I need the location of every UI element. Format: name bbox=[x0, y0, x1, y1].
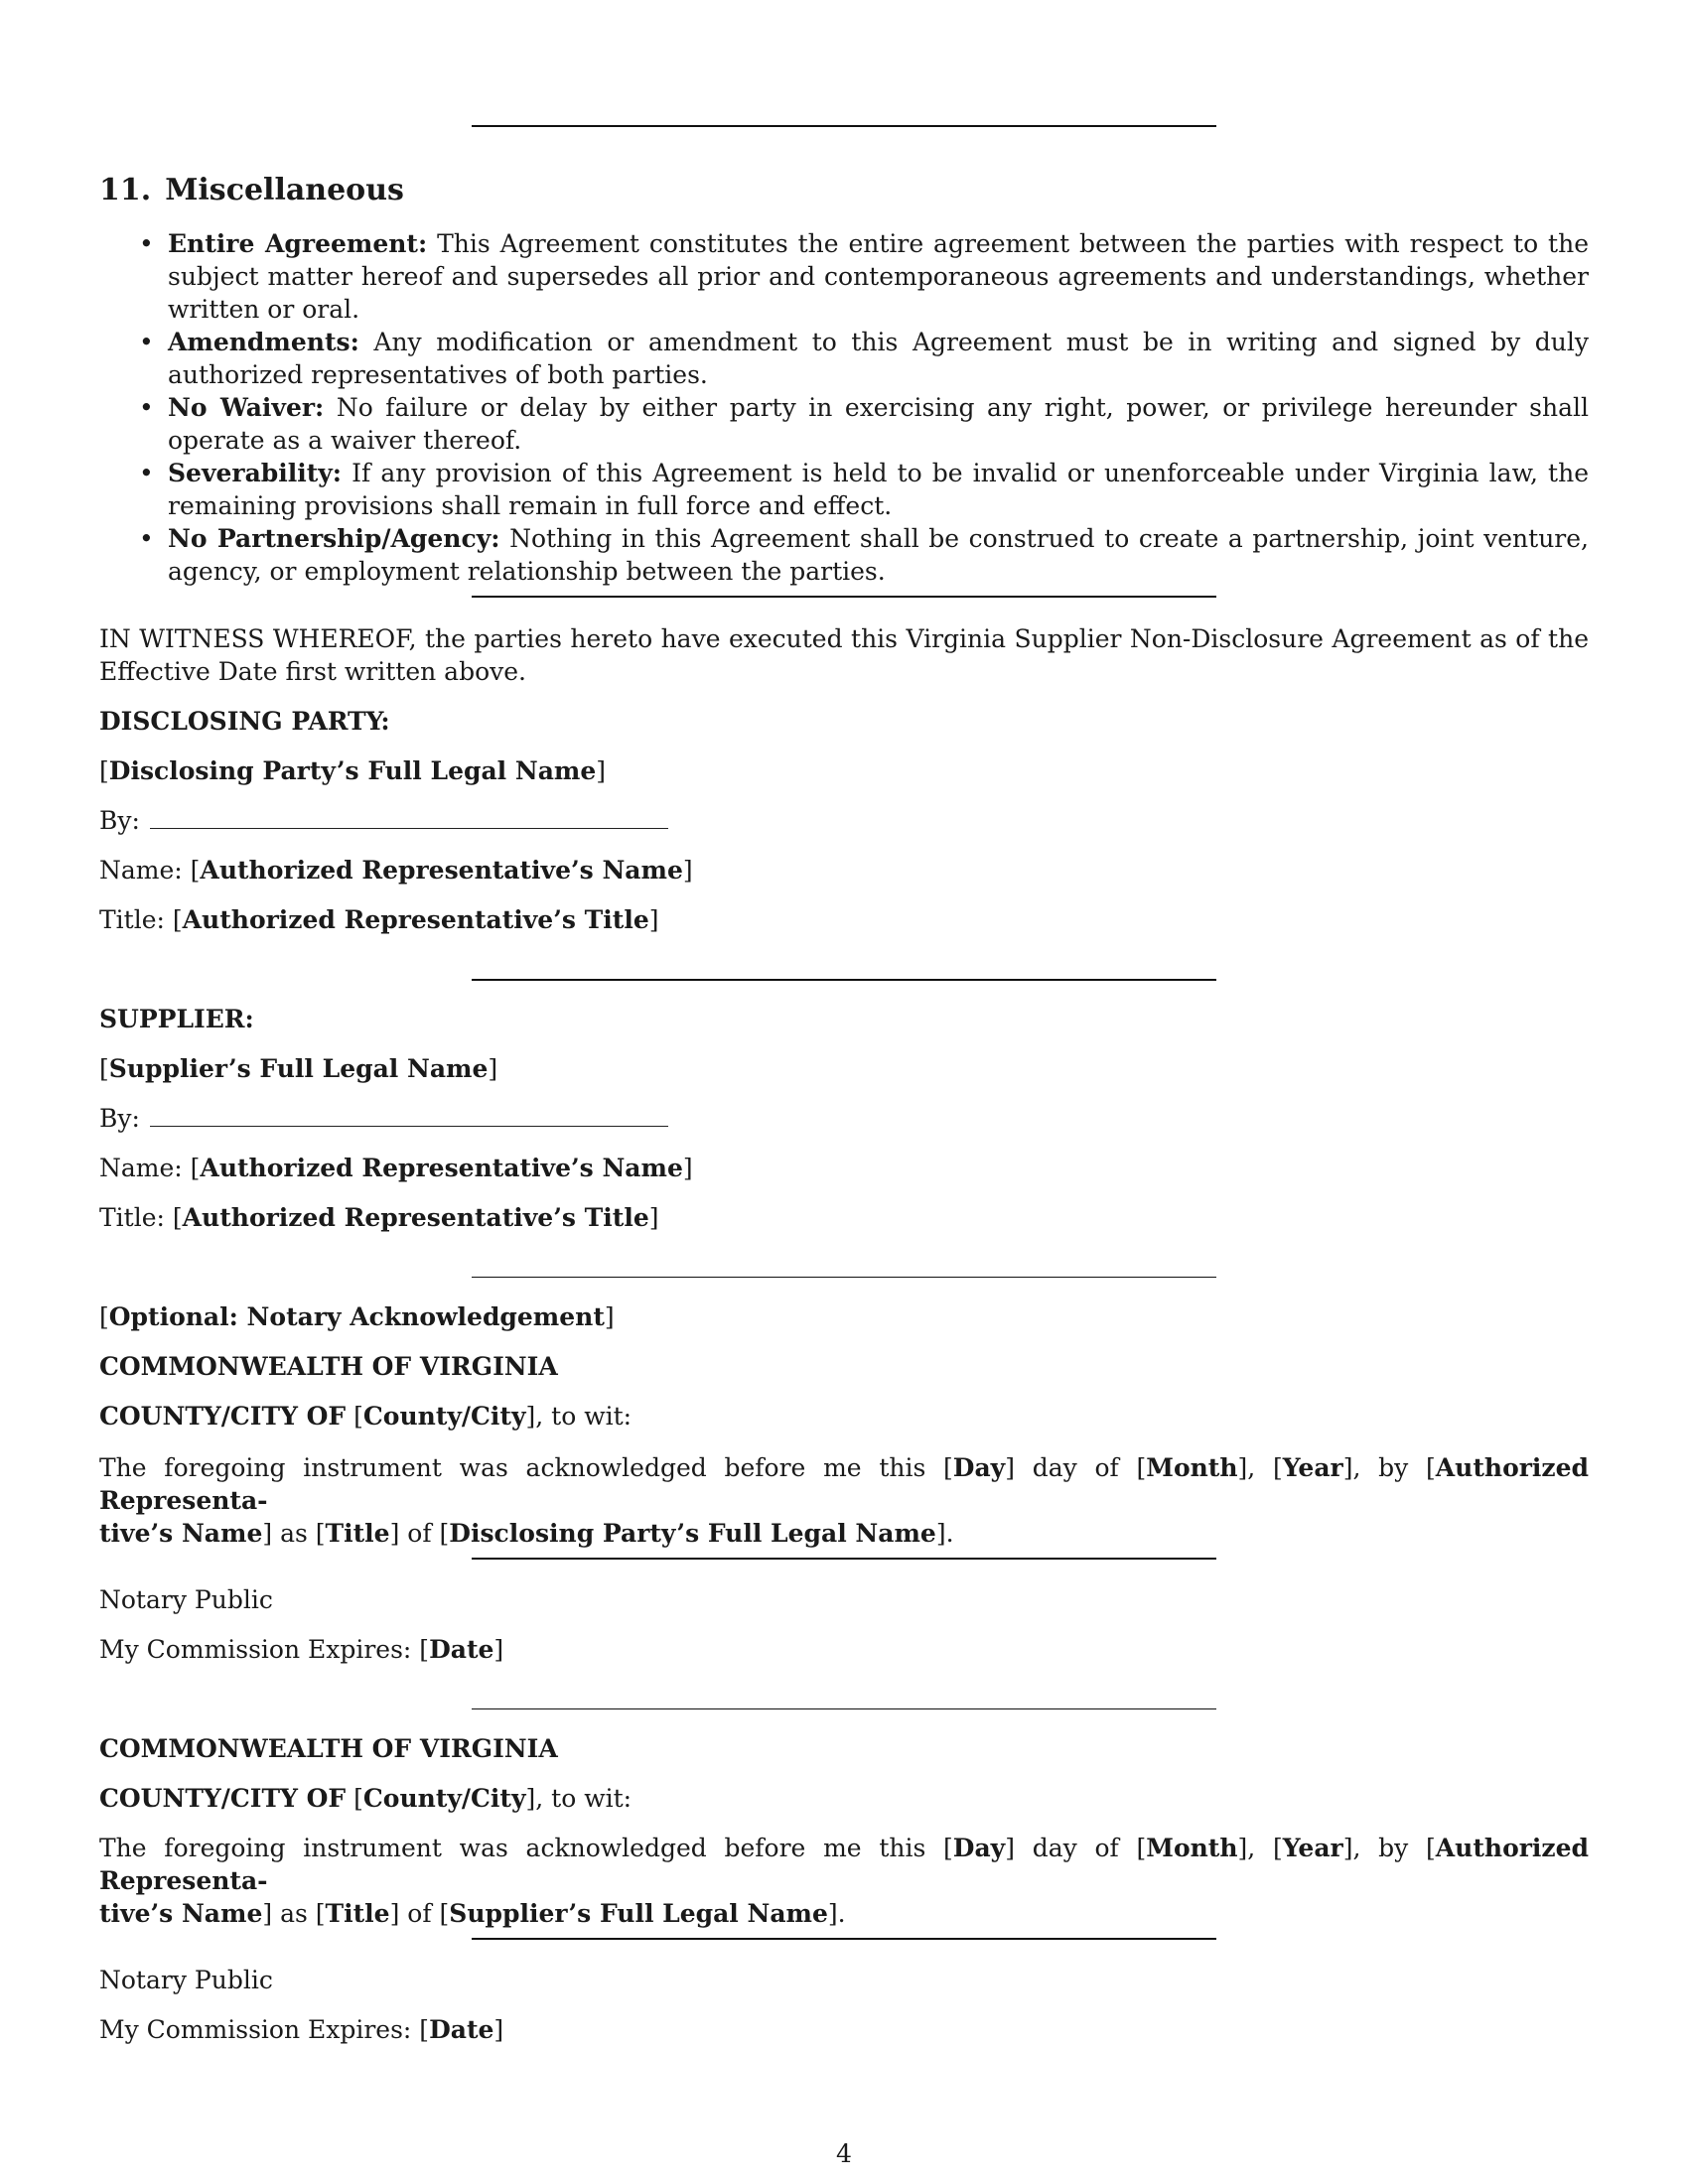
divider bbox=[472, 1277, 1216, 1278]
disclosing-party-name: [Disclosing Party’s Full Legal Name] bbox=[99, 756, 607, 785]
county-line: COUNTY/CITY OF [County/City], to wit: bbox=[99, 1784, 633, 1813]
item-text: No failure or delay by either party in exercising any right, power, or privilege hereunder shall operate as a waiver thereof. bbox=[168, 393, 1589, 455]
acknowledgement-paragraph: The foregoing instrument was acknowledged before me this [Day] day of [Month], [Year], by [Authorized Representa- tive’s Name] as [Title] of [Disclosing Party’s Full Legal Name]. bbox=[99, 1453, 1590, 1548]
list-item-severability bbox=[99, 457, 1589, 522]
misc-list bbox=[99, 227, 1589, 588]
bullet-icon: • bbox=[139, 229, 154, 258]
list-item-no-partnership bbox=[99, 522, 1589, 588]
section-number: 11. bbox=[99, 173, 152, 207]
item-term: Amendments: bbox=[168, 328, 359, 356]
supplier-rep-title: Title: [Authorized Representative’s Title] bbox=[99, 1203, 659, 1232]
signature-field[interactable] bbox=[150, 808, 668, 829]
notary-public-label: Notary Public bbox=[99, 1966, 273, 1994]
list-item-no-waiver bbox=[99, 391, 1589, 457]
commonwealth-heading: COMMONWEALTH OF VIRGINIA bbox=[99, 1734, 558, 1763]
list-item-amendments bbox=[99, 326, 1589, 391]
item-text: Any modification or amendment to this Agreement must be in writing and signed by duly authorized representatives of both parties. bbox=[168, 328, 1590, 389]
item-text: Nothing in this Agreement shall be construed to create a partnership, joint venture, agency, or employment relationship between the parties. bbox=[168, 524, 1589, 586]
bullet-icon: • bbox=[139, 459, 154, 487]
disclosing-rep-name: Name: [Authorized Representative’s Name] bbox=[99, 856, 693, 885]
divider bbox=[472, 979, 1216, 981]
commission-expires: My Commission Expires: [Date] bbox=[99, 2015, 504, 2044]
divider-top bbox=[472, 125, 1216, 127]
supplier-rep-name: Name: [Authorized Representative’s Name] bbox=[99, 1154, 693, 1182]
witness-paragraph: IN WITNESS WHEREOF, the parties hereto have executed this Virginia Supplier Non-Disclosure Agreement as of the Effective Date first written above. bbox=[99, 624, 1589, 686]
page-number: 4 bbox=[836, 2139, 852, 2168]
supplier-name: [Supplier’s Full Legal Name] bbox=[99, 1054, 498, 1083]
bullet-icon: • bbox=[139, 393, 154, 422]
item-text: This Agreement constitutes the entire agreement between the parties with respect to the subject matter hereof and supersedes all prior and contemporaneous agreements and understandings, whether written or oral. bbox=[168, 229, 1589, 324]
notary-optional-label: [Optional: Notary Acknowledgement] bbox=[99, 1302, 615, 1331]
item-text: If any provision of this Agreement is held to be invalid or unenforceable under Virginia law, the remaining provisions shall remain in full force and effect. bbox=[168, 459, 1589, 520]
commission-expires: My Commission Expires: [Date] bbox=[99, 1635, 504, 1664]
disclosing-rep-title: Title: [Authorized Representative’s Title] bbox=[99, 905, 659, 934]
supplier-signature-line: By: bbox=[99, 1102, 668, 1135]
notary-signature-rule bbox=[472, 1938, 1216, 1940]
section-heading bbox=[99, 173, 404, 207]
bullet-icon: • bbox=[139, 524, 154, 553]
notary-signature-rule bbox=[472, 1558, 1216, 1560]
bullet-icon: • bbox=[139, 328, 154, 356]
signature-field[interactable] bbox=[150, 1106, 668, 1127]
list-item-entire-agreement bbox=[99, 227, 1589, 326]
divider bbox=[472, 596, 1216, 598]
section-title: Miscellaneous bbox=[165, 173, 404, 207]
item-term: Severability: bbox=[168, 459, 343, 487]
item-term: No Partnership/Agency: bbox=[168, 524, 500, 553]
supplier-heading: SUPPLIER: bbox=[99, 1005, 254, 1033]
divider bbox=[472, 1708, 1216, 1709]
item-term: No Waiver: bbox=[168, 393, 325, 422]
notary-public-label: Notary Public bbox=[99, 1585, 273, 1614]
disclosing-heading: DISCLOSING PARTY: bbox=[99, 707, 390, 736]
county-line: COUNTY/CITY OF [County/City], to wit: bbox=[99, 1402, 633, 1431]
commonwealth-heading: COMMONWEALTH OF VIRGINIA bbox=[99, 1352, 558, 1381]
disclosing-signature-line: By: bbox=[99, 804, 668, 837]
item-term: Entire Agreement: bbox=[168, 229, 428, 258]
acknowledgement-paragraph: The foregoing instrument was acknowledged before me this [Day] day of [Month], [Year], by [Authorized Representa- tive’s Name] as [Title] of [Supplier’s Full Legal Name]. bbox=[99, 1834, 1590, 1928]
